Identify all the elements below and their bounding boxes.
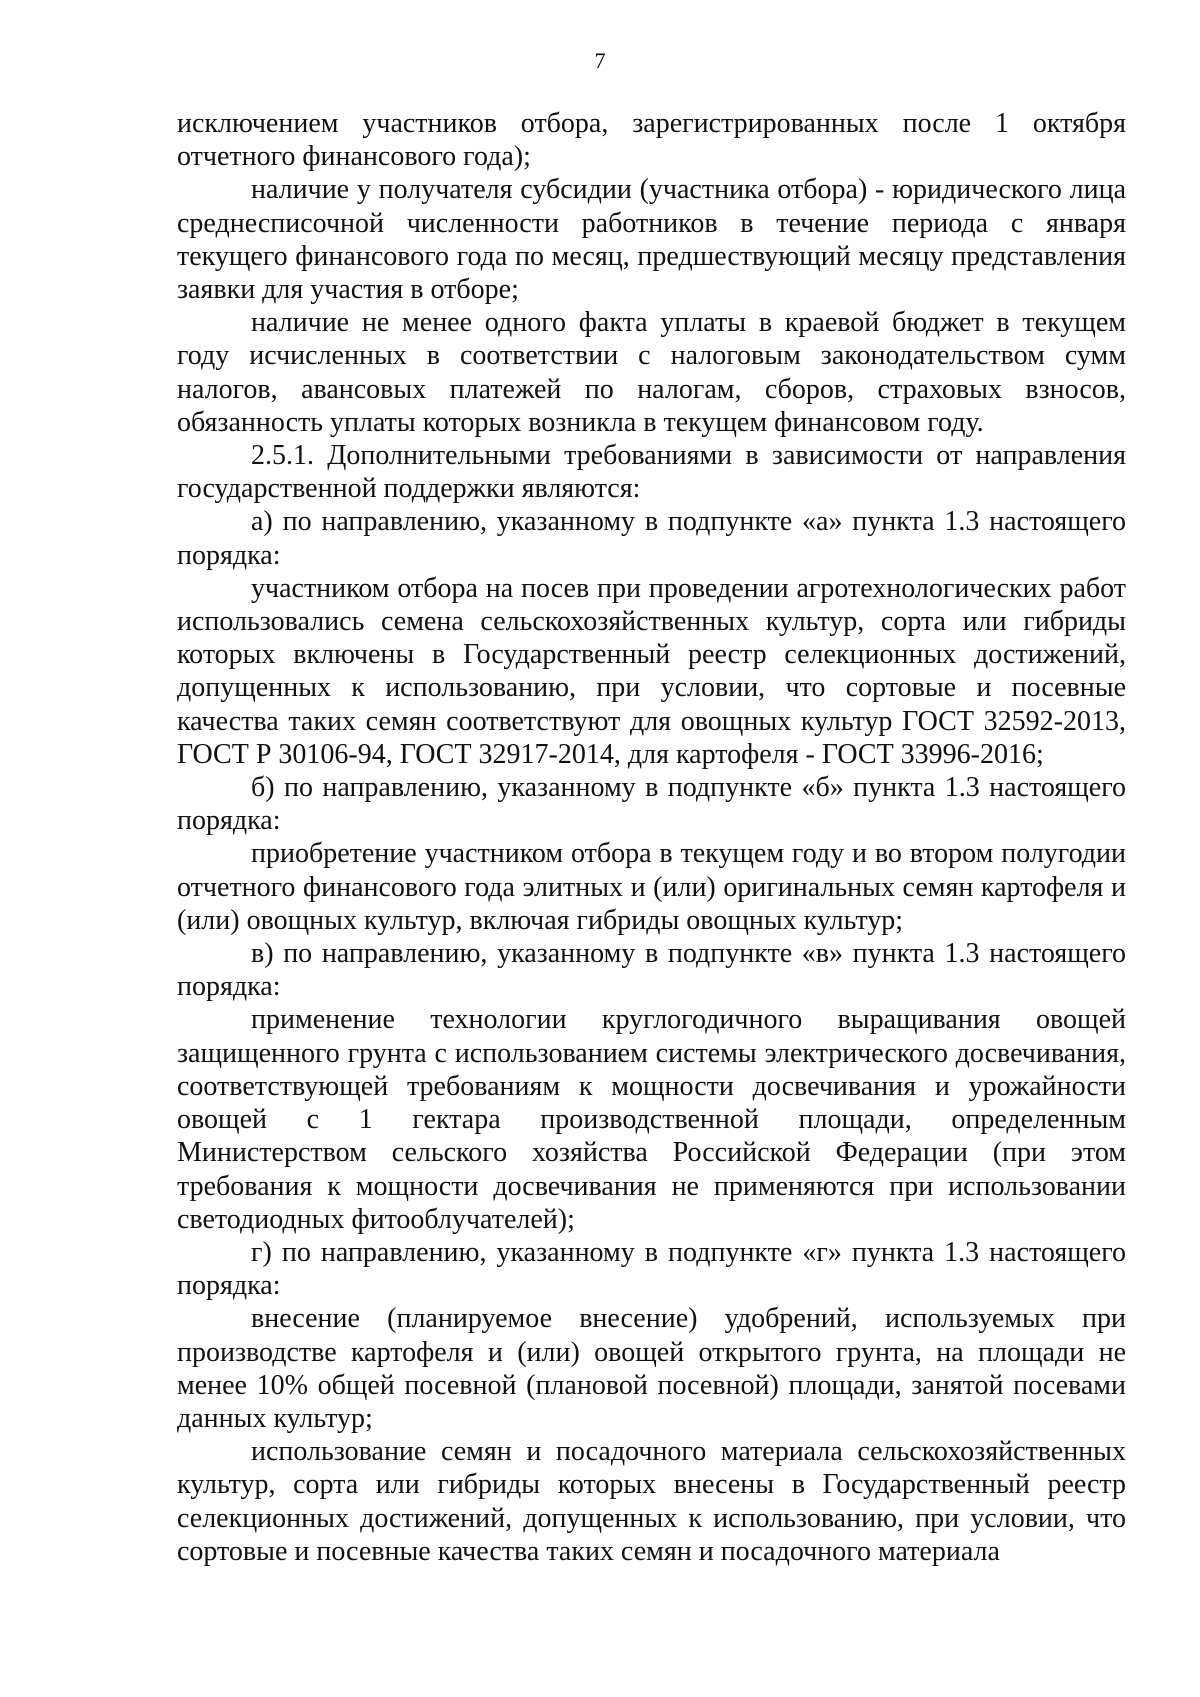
paragraph-12: внесение (планируемое внесение) удобрений, используемых при производстве картофеля и (или) овощей открытого грунта, на площади не менее 10% общей посевной (плановой посевной) площади, занятой посевами данных культур; — [177, 1303, 1126, 1434]
document-body — [177, 107, 1126, 1568]
paragraph-2: наличие у получателя субсидии (участника отбора) - юридического лица среднесписочной численности работников в течение периода с января текущего финансового года по месяц, предшествующий месяцу представления заявки для участия в отборе; — [177, 174, 1126, 306]
paragraph-10: применение технологии круглогодичного выращивания овощей защищенного грунта с использованием системы электрического досвечивания, соответствующей требованиям к мощности досвечивания и урожайности овощей с 1 гектара производственной площади, определенным Министерством сельского хозяйства Российской Федерации (при этом требования к мощности досвечивания не применяются при использовании светодиодных фитооблучателей); — [177, 1004, 1126, 1235]
paragraph-3: наличие не менее одного факта уплаты в краевой бюджет в текущем году исчисленных в соответствии с налоговым законодательством сумм налогов, авансовых платежей по налогам, сборов, страховых взносов, обязанность уплаты которых возникла в текущем финансовом году. — [177, 307, 1126, 438]
paragraph-7: б) по направлению, указанному в подпункте «б» пункта 1.3 настоящего порядка: — [177, 772, 1126, 837]
paragraph-11: г) по направлению, указанному в подпункте «г» пункта 1.3 настоящего порядка: — [177, 1236, 1126, 1302]
paragraph-9: в) по направлению, указанному в подпункте «в» пункта 1.3 настоящего порядка: — [177, 938, 1126, 1003]
paragraph-13: использование семян и посадочного материала сельскохозяйственных культур, сорта или гибриды которых внесены в Государственный реестр селекционных достижений, допущенных к использованию, при условии, что сортовые и посевные качества таких семян и посадочного материала — [177, 1436, 1126, 1567]
paragraph-5: а) по направлению, указанному в подпункте «а» пункта 1.3 настоящего порядка: — [177, 506, 1126, 571]
paragraph-4: 2.5.1. Дополнительными требованиями в зависимости от направления государственной поддержки являются: — [177, 440, 1126, 505]
paragraph-6: участником отбора на посев при проведении агротехнологических работ использовались семена сельскохозяйственных культур, сорта или гибриды которых включены в Государственный реестр селекционных достижений, допущенных к использованию, при условии, что сортовые и посевные качества таких семян соответствуют для овощных культур ГОСТ 32592-2013, ГОСТ Р 30106-94, ГОСТ 32917-2014, для картофеля - ГОСТ 33996-2016; — [177, 572, 1126, 770]
paragraph-1: исключением участников отбора, зарегистрированных после 1 октября отчетного финансового года); — [177, 108, 1126, 173]
paragraph-8: приобретение участником отбора в текущем году и во втором полугодии отчетного финансового года элитных и (или) оригинальных семян картофеля и (или) овощных культур, включая гибриды овощных культур; — [177, 838, 1126, 936]
page-number: 7 — [594, 48, 606, 73]
